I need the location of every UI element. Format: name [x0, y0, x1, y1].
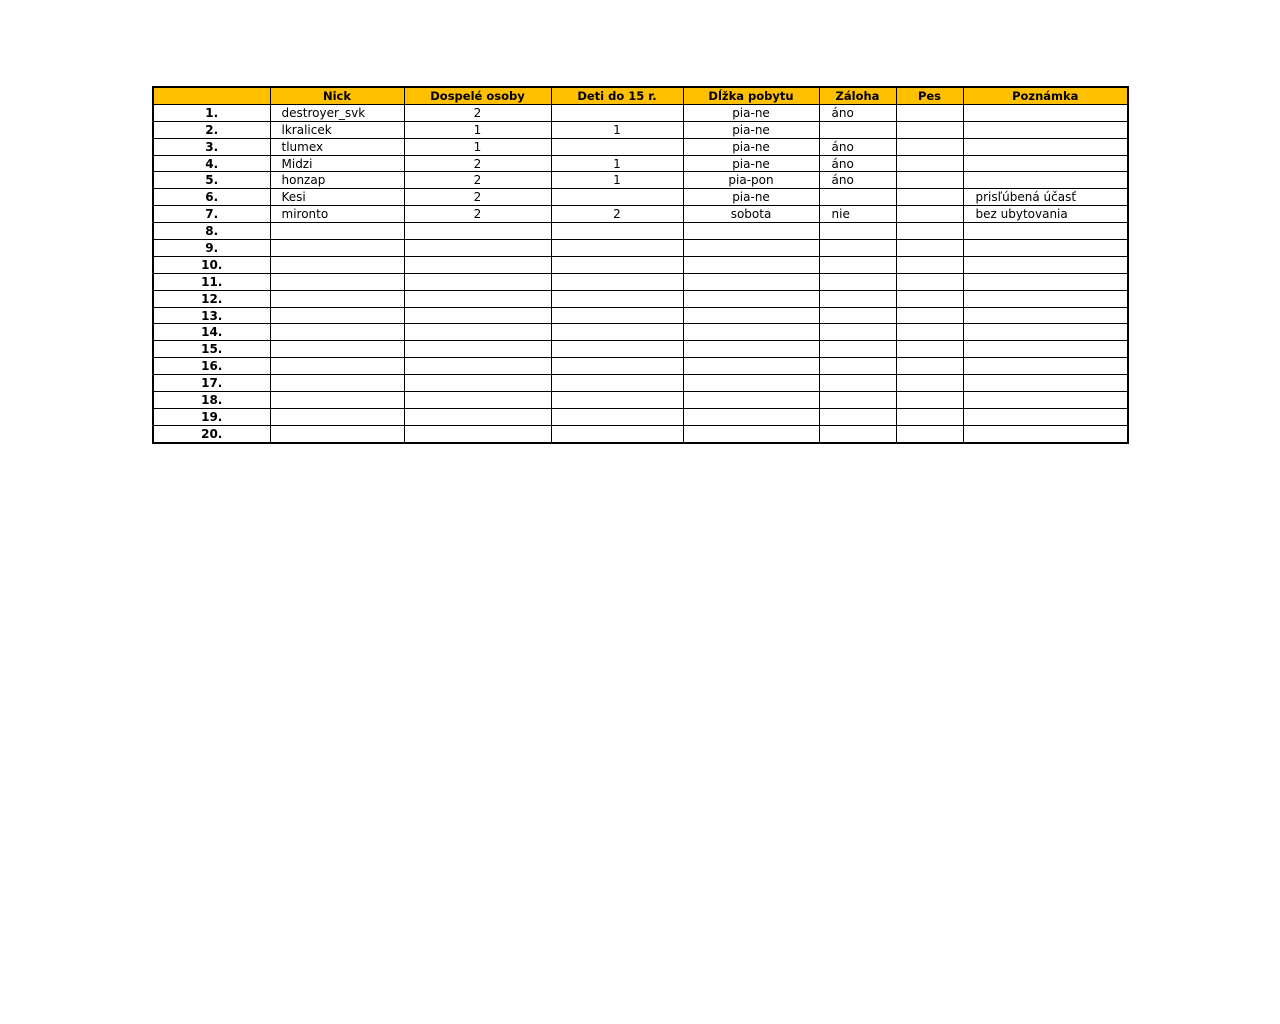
- row-number-cell: 2.: [153, 121, 270, 138]
- dog-cell: [896, 408, 963, 425]
- kids-cell: 1: [551, 121, 683, 138]
- dog-cell: [896, 104, 963, 121]
- note-cell: [963, 104, 1128, 121]
- deposit-cell: [819, 375, 896, 392]
- kids-cell: 2: [551, 206, 683, 223]
- nick-cell: honzap: [270, 172, 404, 189]
- deposit-cell: áno: [819, 138, 896, 155]
- adults-cell: 1: [404, 121, 551, 138]
- kids-cell: [551, 273, 683, 290]
- deposit-cell: [819, 425, 896, 442]
- kids-cell: [551, 358, 683, 375]
- table-row: [153, 223, 1128, 240]
- row-number-cell: 17.: [153, 375, 270, 392]
- table-row: [153, 172, 1128, 189]
- kids-cell: [551, 290, 683, 307]
- nick-cell: [270, 358, 404, 375]
- adults-cell: 2: [404, 189, 551, 206]
- kids-cell: [551, 256, 683, 273]
- table-row: [153, 375, 1128, 392]
- note-cell: [963, 223, 1128, 240]
- stay-length-cell: pia-ne: [683, 189, 819, 206]
- adults-cell: [404, 240, 551, 257]
- stay-length-cell: sobota: [683, 206, 819, 223]
- row-number-cell: 12.: [153, 290, 270, 307]
- dog-cell: [896, 341, 963, 358]
- kids-cell: [551, 240, 683, 257]
- deposit-cell: [819, 290, 896, 307]
- stay-length-cell: [683, 290, 819, 307]
- deposit-cell: áno: [819, 172, 896, 189]
- row-number-cell: 11.: [153, 273, 270, 290]
- nick-cell: tlumex: [270, 138, 404, 155]
- row-number-cell: 5.: [153, 172, 270, 189]
- stay-length-cell: pia-ne: [683, 155, 819, 172]
- note-cell: [963, 324, 1128, 341]
- note-cell: [963, 138, 1128, 155]
- row-number-cell: 4.: [153, 155, 270, 172]
- stay-length-cell: [683, 358, 819, 375]
- deposit-cell: [819, 223, 896, 240]
- row-number-cell: 9.: [153, 240, 270, 257]
- nick-cell: [270, 240, 404, 257]
- deposit-cell: áno: [819, 104, 896, 121]
- deposit-cell: [819, 273, 896, 290]
- adults-cell: [404, 358, 551, 375]
- table-row: [153, 392, 1128, 409]
- note-cell: [963, 121, 1128, 138]
- table-row: [153, 138, 1128, 155]
- dog-cell: [896, 256, 963, 273]
- kids-cell: [551, 307, 683, 324]
- nick-cell: lkralicek: [270, 121, 404, 138]
- stay-length-cell: [683, 223, 819, 240]
- dog-cell: [896, 290, 963, 307]
- kids-cell: [551, 408, 683, 425]
- note-cell: [963, 375, 1128, 392]
- kids-cell: [551, 223, 683, 240]
- nick-cell: destroyer_svk: [270, 104, 404, 121]
- header-adults: Dospelé osoby: [404, 87, 551, 104]
- table-row: [153, 408, 1128, 425]
- stay-length-cell: pia-pon: [683, 172, 819, 189]
- row-number-cell: 15.: [153, 341, 270, 358]
- table-row: [153, 273, 1128, 290]
- dog-cell: [896, 240, 963, 257]
- nick-cell: Midzi: [270, 155, 404, 172]
- header-nick: Nick: [270, 87, 404, 104]
- deposit-cell: [819, 121, 896, 138]
- row-number-cell: 20.: [153, 425, 270, 442]
- dog-cell: [896, 138, 963, 155]
- table-row: [153, 341, 1128, 358]
- note-cell: [963, 240, 1128, 257]
- deposit-cell: [819, 408, 896, 425]
- kids-cell: [551, 425, 683, 442]
- note-cell: prisľúbená účasť: [963, 189, 1128, 206]
- row-number-cell: 7.: [153, 206, 270, 223]
- row-number-cell: 19.: [153, 408, 270, 425]
- row-number-cell: 10.: [153, 256, 270, 273]
- stay-length-cell: [683, 240, 819, 257]
- kids-cell: [551, 375, 683, 392]
- note-cell: bez ubytovania: [963, 206, 1128, 223]
- header-deposit: Záloha: [819, 87, 896, 104]
- table-row: [153, 290, 1128, 307]
- dog-cell: [896, 223, 963, 240]
- dog-cell: [896, 307, 963, 324]
- row-number-cell: 3.: [153, 138, 270, 155]
- table-row: [153, 425, 1128, 442]
- dog-cell: [896, 273, 963, 290]
- header-row: [153, 87, 1128, 104]
- kids-cell: [551, 104, 683, 121]
- stay-length-cell: pia-ne: [683, 138, 819, 155]
- adults-cell: [404, 341, 551, 358]
- row-number-cell: 16.: [153, 358, 270, 375]
- note-cell: [963, 172, 1128, 189]
- deposit-cell: áno: [819, 155, 896, 172]
- deposit-cell: [819, 307, 896, 324]
- table-row: [153, 189, 1128, 206]
- row-number-cell: 6.: [153, 189, 270, 206]
- table-row: [153, 104, 1128, 121]
- note-cell: [963, 273, 1128, 290]
- deposit-cell: [819, 256, 896, 273]
- adults-cell: 1: [404, 138, 551, 155]
- deposit-cell: [819, 189, 896, 206]
- header-dog: Pes: [896, 87, 963, 104]
- adults-cell: 2: [404, 172, 551, 189]
- header-stay-length: Dĺžka pobytu: [683, 87, 819, 104]
- dog-cell: [896, 172, 963, 189]
- stay-length-cell: [683, 273, 819, 290]
- table-row: [153, 324, 1128, 341]
- nick-cell: [270, 290, 404, 307]
- stay-length-cell: [683, 341, 819, 358]
- table-row: [153, 206, 1128, 223]
- stay-length-cell: [683, 392, 819, 409]
- table-row: [153, 121, 1128, 138]
- nick-cell: mironto: [270, 206, 404, 223]
- stay-length-cell: [683, 408, 819, 425]
- registration-table: [152, 86, 1129, 444]
- stay-length-cell: pia-ne: [683, 104, 819, 121]
- deposit-cell: nie: [819, 206, 896, 223]
- dog-cell: [896, 392, 963, 409]
- adults-cell: 2: [404, 206, 551, 223]
- adults-cell: [404, 223, 551, 240]
- adults-cell: [404, 425, 551, 442]
- dog-cell: [896, 375, 963, 392]
- note-cell: [963, 341, 1128, 358]
- dog-cell: [896, 155, 963, 172]
- table-row: [153, 358, 1128, 375]
- dog-cell: [896, 358, 963, 375]
- table-row: [153, 256, 1128, 273]
- adults-cell: [404, 324, 551, 341]
- nick-cell: Kesi: [270, 189, 404, 206]
- dog-cell: [896, 189, 963, 206]
- row-number-cell: 14.: [153, 324, 270, 341]
- note-cell: [963, 155, 1128, 172]
- nick-cell: [270, 273, 404, 290]
- note-cell: [963, 307, 1128, 324]
- adults-cell: [404, 392, 551, 409]
- nick-cell: [270, 307, 404, 324]
- row-number-cell: 18.: [153, 392, 270, 409]
- adults-cell: [404, 307, 551, 324]
- header-number: [153, 87, 270, 104]
- deposit-cell: [819, 392, 896, 409]
- stay-length-cell: [683, 324, 819, 341]
- adults-cell: 2: [404, 104, 551, 121]
- kids-cell: [551, 392, 683, 409]
- dog-cell: [896, 324, 963, 341]
- kids-cell: [551, 324, 683, 341]
- table-row: [153, 240, 1128, 257]
- row-number-cell: 1.: [153, 104, 270, 121]
- stay-length-cell: [683, 307, 819, 324]
- kids-cell: [551, 138, 683, 155]
- deposit-cell: [819, 358, 896, 375]
- table-body: [153, 104, 1128, 442]
- nick-cell: [270, 256, 404, 273]
- header-note: Poznámka: [963, 87, 1128, 104]
- note-cell: [963, 408, 1128, 425]
- dog-cell: [896, 121, 963, 138]
- row-number-cell: 13.: [153, 307, 270, 324]
- table-row: [153, 155, 1128, 172]
- adults-cell: [404, 256, 551, 273]
- nick-cell: [270, 425, 404, 442]
- adults-cell: [404, 375, 551, 392]
- deposit-cell: [819, 324, 896, 341]
- kids-cell: 1: [551, 155, 683, 172]
- nick-cell: [270, 223, 404, 240]
- nick-cell: [270, 392, 404, 409]
- adults-cell: [404, 408, 551, 425]
- note-cell: [963, 392, 1128, 409]
- dog-cell: [896, 206, 963, 223]
- kids-cell: 1: [551, 172, 683, 189]
- row-number-cell: 8.: [153, 223, 270, 240]
- table-row: [153, 307, 1128, 324]
- kids-cell: [551, 189, 683, 206]
- note-cell: [963, 358, 1128, 375]
- nick-cell: [270, 408, 404, 425]
- deposit-cell: [819, 240, 896, 257]
- adults-cell: 2: [404, 155, 551, 172]
- adults-cell: [404, 290, 551, 307]
- note-cell: [963, 256, 1128, 273]
- stay-length-cell: [683, 375, 819, 392]
- nick-cell: [270, 341, 404, 358]
- dog-cell: [896, 425, 963, 442]
- nick-cell: [270, 324, 404, 341]
- adults-cell: [404, 273, 551, 290]
- kids-cell: [551, 341, 683, 358]
- stay-length-cell: [683, 256, 819, 273]
- deposit-cell: [819, 341, 896, 358]
- note-cell: [963, 290, 1128, 307]
- nick-cell: [270, 375, 404, 392]
- stay-length-cell: [683, 425, 819, 442]
- stay-length-cell: pia-ne: [683, 121, 819, 138]
- header-kids: Deti do 15 r.: [551, 87, 683, 104]
- note-cell: [963, 425, 1128, 442]
